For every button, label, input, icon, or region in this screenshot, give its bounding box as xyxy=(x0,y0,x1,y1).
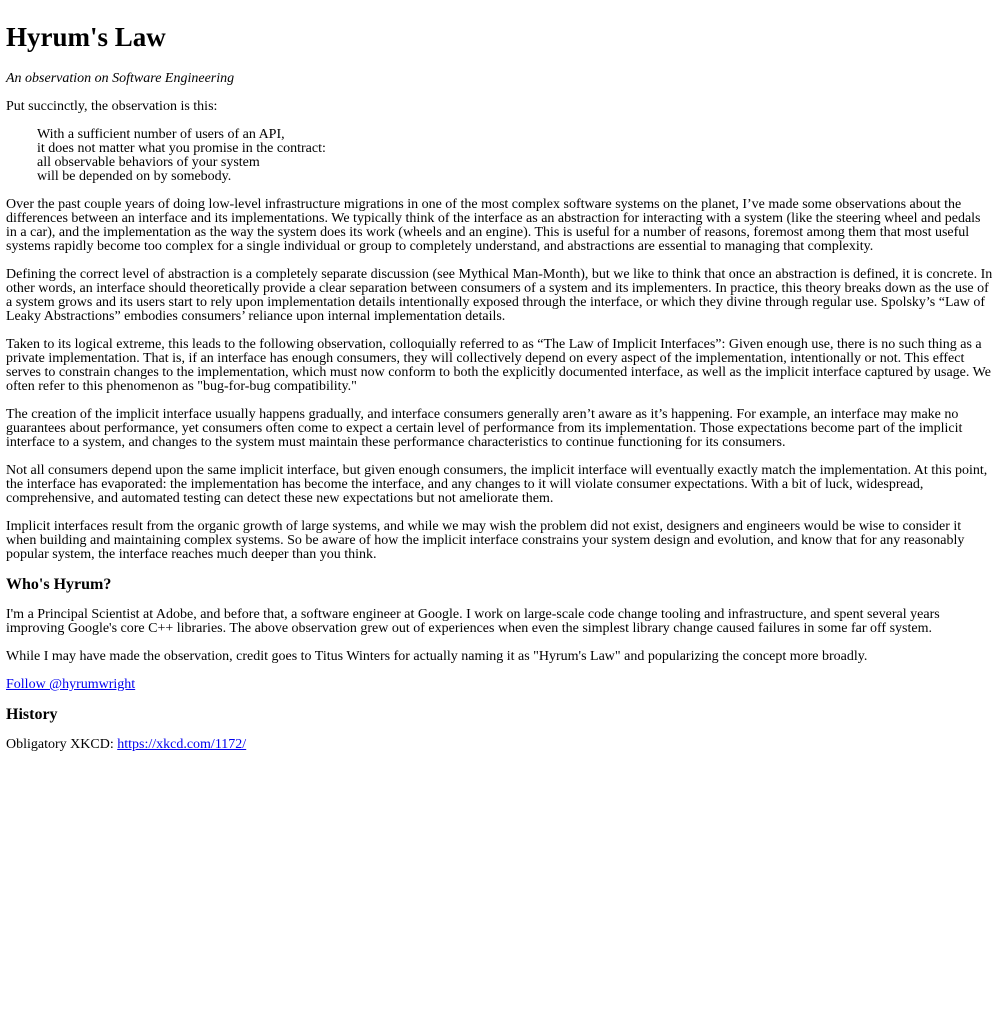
quote-line: With a sufficient number of users of an API, xyxy=(37,127,285,142)
about-paragraph: I'm a Principal Scientist at Adobe, and before that, a software engineer at Google. I work on large-scale code change tooling and infrastructure, and spent several years improving Google's core C++ libraries. The above observation grew out of experiences when even the simplest library change caused failures in some far off system. xyxy=(6,607,940,636)
body-paragraph: Taken to its logical extreme, this leads to the following observation, colloquially referred to as “The Law of Implicit Interfaces”: Given enough use, there is no such thing as a private implementation. That is, if an interface has enough consumers, they will collectively depend on every aspect of the implementation, intentionally or not. This effect serves to constrain changes to the implementation, which must now conform to both the explicitly documented interface, as well as the implicit interface captured by usage. We often refer to this phenomenon as "bug-for-bug compatibility." xyxy=(6,337,991,394)
body-paragraph: Defining the correct level of abstraction is a completely separate discussion (see Mythical Man-Month), but we like to think that once an abstraction is defined, it is concrete. In other words, an interface should theoretically provide a clear separation between consumers of a system and its implementers. In practice, this theory breaks down as the use of a system grows and its users start to rely upon implementation details intentionally exposed through the interface, or which they divine through regular use. Spolsky’s “Law of Leaky Abstractions” embodies consumers’ reliance upon internal implementation details. xyxy=(6,267,993,324)
follow-container xyxy=(6,678,994,692)
history-heading: History xyxy=(6,706,58,723)
quote-line: will be depended on by somebody. xyxy=(37,169,232,184)
xkcd-link[interactable]: https://xkcd.com/1172/ xyxy=(117,737,247,752)
quote-line: all observable behaviors of your system xyxy=(37,155,260,170)
page-subtitle: An observation on Software Engineering xyxy=(6,71,235,86)
body-paragraph: Over the past couple years of doing low-level infrastructure migrations in one of the most complex software systems on the planet, I’ve made some observations about the differences between an interface and its implementations. We typically think of the interface as an abstraction for interacting with a system (like the steering wheel and pedals in a car), and the implementation as the way the system does its work (wheels and an engine). This is useful for a number of reasons, foremost among them that most useful systems rapidly become too complex for a single individual or group to completely understand, and abstractions are essential to managing that complexity. xyxy=(6,197,981,254)
quote-line: it does not matter what you promise in the contract: xyxy=(37,141,326,156)
about-heading: Who's Hyrum? xyxy=(6,576,112,593)
about-paragraph: While I may have made the observation, credit goes to Titus Winters for actually naming it as "Hyrum's Law" and popularizing the concept more broadly. xyxy=(6,649,868,664)
law-quote xyxy=(37,128,994,184)
xkcd-prefix: Obligatory XKCD: xyxy=(6,737,118,752)
follow-link[interactable]: Follow @hyrumwright xyxy=(6,677,136,692)
xkcd-line xyxy=(6,738,994,752)
intro-paragraph: Put succinctly, the observation is this: xyxy=(6,99,218,114)
body-paragraph: Not all consumers depend upon the same implicit interface, but given enough consumers, the implicit interface will eventually exactly match the implementation. At this point, the interface has evaporated: the implementation has become the interface, and any changes to it will violate consumer expectations. With a bit of luck, widespread, comprehensive, and automated testing can detect these new expectations but not ameliorate them. xyxy=(6,463,988,506)
page-title: Hyrum's Law xyxy=(6,22,166,52)
body-paragraph: The creation of the implicit interface usually happens gradually, and interface consumers generally aren’t aware as it’s happening. For example, an interface may make no guarantees about performance, yet consumers often come to expect a certain level of performance from its implementation. Those expectations become part of the implicit interface to a system, and changes to the system must maintain these performance characteristics to continue functioning for its consumers. xyxy=(6,407,963,450)
body-paragraph: Implicit interfaces result from the organic growth of large systems, and while we may wish the problem did not exist, designers and engineers would be wise to consider it when building and maintaining complex systems. So be aware of how the implicit interface constrains your system design and evolution, and know that for any reasonably popular system, the interface reaches much deeper than you think. xyxy=(6,519,965,562)
